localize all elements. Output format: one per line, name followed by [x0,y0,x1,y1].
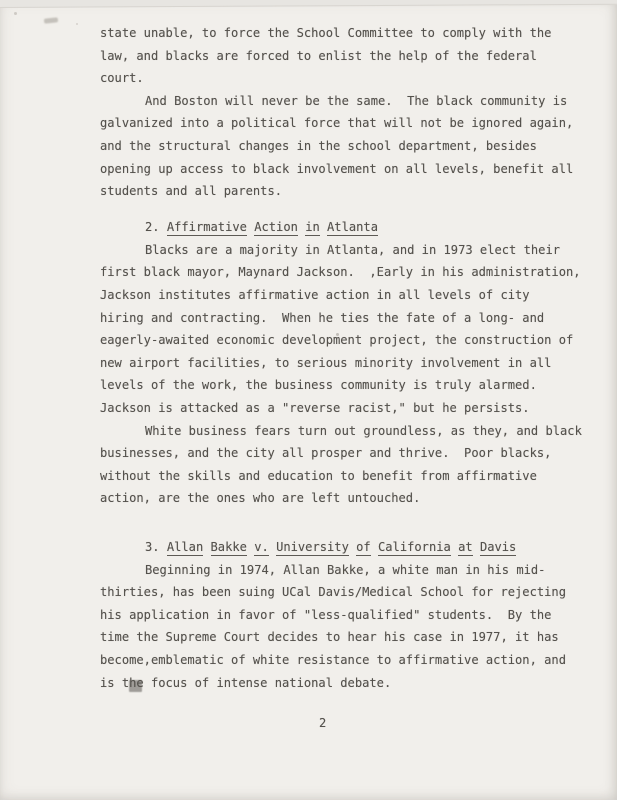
heading-word: Bakke [210,540,247,554]
text-line: law, and blacks are forced to enlist the help of the federal [100,48,537,63]
text-line: opening up access to black involvement on all levels, benefit all [100,161,574,176]
text-line: thirties, has been suing UCal Davis/Medical School for rejecting [100,585,566,600]
text-line: state unable, to force the School Committee to comply with the [100,26,552,40]
text-line: his application in favor of "less-qualified" students. By the [100,607,552,622]
text-line: Jackson institutes affirmative action in all levels of city [100,288,530,303]
text-line: White business fears turn out groundless, as they, and black [145,423,582,438]
heading-word: of [356,540,371,554]
heading-word: Affirmative [166,220,247,235]
text-line: action, are the ones who are left untouched. [100,491,421,506]
text-line: first black mayor, Maynard Jackson. ,Early in his administration, [100,265,581,280]
heading-word: Atlanta [327,220,378,235]
heading-word: Davis [479,540,517,554]
text-line: And Boston will never be the same. The black community is [145,93,568,108]
heading-word: in [305,220,320,235]
text-line: businesses, and the city all prosper and thrive. Poor blacks, [100,446,552,461]
text-line: court. [100,71,144,86]
text-line: become,emblematic of white resistance to affirmative action, and [100,652,566,667]
heading-word: Action [254,220,298,235]
text-line: levels of the work, the business community is truly alarmed. [100,378,537,393]
text-line: is the focus of intense national debate. [100,675,392,690]
text-line: new airport facilities, to serious minority involvement in all [100,355,552,370]
heading-word: California [378,540,451,554]
text-line: eagerly-awaited economic development project, the construction of [100,333,574,348]
text-line: students and all parents. [100,184,283,199]
section-heading [100,536,605,559]
heading-number: 3. [145,540,167,554]
text-line: without the skills and education to benefit from affirmative [100,468,537,483]
text-line: galvanized into a political force that will not be ignored again, [100,116,574,131]
text-line: and the structural changes in the school department, besides [100,138,537,153]
speck-mark [76,23,78,25]
heading-word: v. [254,540,269,554]
page-number: 2 [319,716,327,730]
section-heading [100,216,605,239]
heading-word: University [276,540,349,554]
smudge-mark [44,17,58,23]
text-line: Beginning in 1974, Allan Bakke, a white man in his mid- [145,562,546,577]
text-line: Jackson is attacked as a "reverse racist," but he persists. [100,401,530,416]
text-line: Blacks are a majority in Atlanta, and in 1973 elect their [145,242,561,257]
heading-word: Allan [166,540,204,554]
heading-word: at [458,540,473,554]
text-line: time the Supreme Court decides to hear his case in 1977, it has [100,630,559,645]
typewritten-text [100,22,605,694]
text-line: hiring and contracting. When he ties the fate of a long- and [100,310,545,325]
speck-mark [14,12,17,15]
heading-number: 2. [145,220,167,235]
page-top-edge [0,0,617,8]
